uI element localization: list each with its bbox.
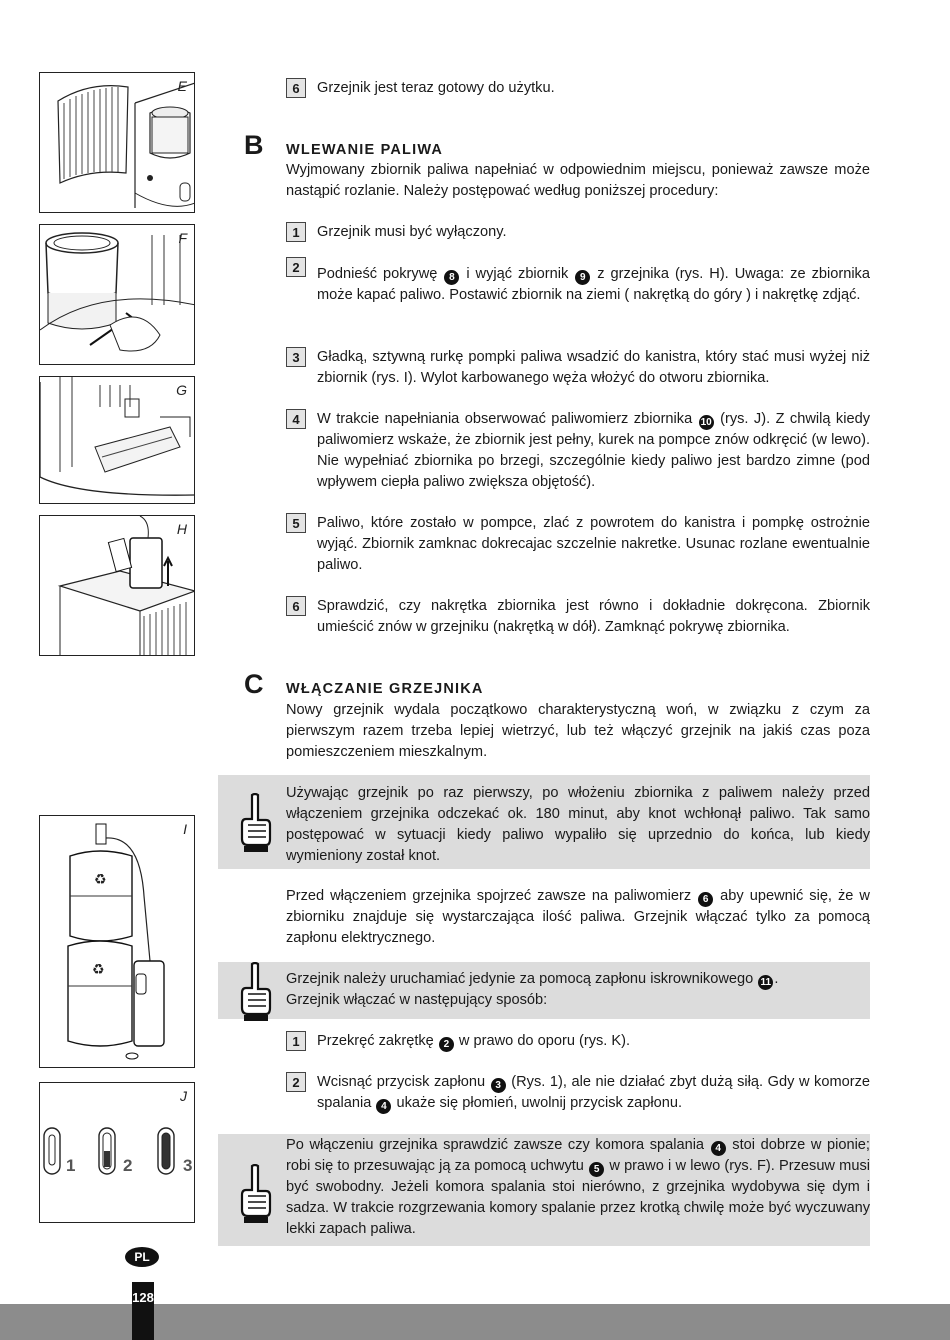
gauge-label-3: 3 bbox=[183, 1156, 193, 1175]
figure-h bbox=[39, 515, 195, 656]
step-text: Paliwo, które zostało w pompce, zlać z powrotem do kanistra i pompkę ostrożnie wyjąć. Zbiornik zamknac dokrecajac szczelnie nakretke. Usunac rozlane ewentualnie paliwo. bbox=[317, 515, 870, 573]
note-text: Używając grzejnik po raz pierwszy, po włożeniu zbiornika z paliwem należy przed włączeniem grzejnika odczekać ok. 180 minut, aby knot wchłonął paliwo. Tak samo postępować w sytuacji kiedy paliwo wypaliło się uprzednio do końca, lub kiedy wymieniony został knot. bbox=[286, 785, 870, 864]
step-text: Wcisnąć przycisk zapłonu 3 (Rys. 1), ale nie działać zbyt dużą siłą. Gdy w komorze spalania 4 ukaże się płomień, uwolnij przycisk zapłonu. bbox=[317, 1074, 871, 1112]
figure-g bbox=[39, 376, 195, 504]
step-b-1 bbox=[286, 222, 870, 243]
step-number: 2 bbox=[286, 1072, 306, 1092]
step-text: Sprawdzić, czy nakrętka zbiornika jest równo i dokładnie dokręcona. Zbiornik umieścić znów w grzejniku (nakrętką w dół). Zamknąć pokrywę zbiornika. bbox=[317, 598, 870, 635]
figure-label: J bbox=[180, 1088, 187, 1104]
step-b-3 bbox=[286, 347, 870, 389]
callout-4: 4 bbox=[711, 1141, 726, 1156]
step-b-5 bbox=[286, 513, 870, 576]
step-c-1 bbox=[286, 1031, 870, 1052]
step-text: Grzejnik musi być wyłączony. bbox=[317, 224, 507, 240]
figure-label: F bbox=[178, 230, 187, 246]
step-b-2 bbox=[286, 257, 870, 306]
callout-9: 9 bbox=[575, 270, 590, 285]
step-text: W trakcie napełniania obserwować paliwomierz zbiornika 10 (rys. J). Z chwilą kiedy paliwomierz wskaże, że zbiornik jest pełny, kurek na pompce znów odkręcić (w lewo). Nie wypełniać zbiornika po brzegi, szczególnie kiedy paliwo jest bardzo zimne (pod wpływem ciepła paliwo zwiększa objętość). bbox=[317, 411, 871, 490]
figure-f bbox=[39, 224, 195, 365]
warning-note-3 bbox=[218, 1134, 870, 1246]
pointing-hand-icon bbox=[236, 793, 274, 853]
callout-2: 2 bbox=[439, 1037, 454, 1052]
warning-note-2 bbox=[218, 962, 870, 1019]
note-text: Po włączeniu grzejnika sprawdzić zawsze czy komora spalania 4 stoi dobrze w pionie; robi się to przesuwając ją za pomocą uchwytu 5 w prawo i w lewo (rys. F). Przesuw musi być swobodny. Jeżeli komora spalania stoi nierówno, z grzejnika wydobywa się dym i sadza. W trakcie rozgrzewania komory spalanie przez krotką chwilę może być wyczuwany lekki zapach paliwa. bbox=[286, 1137, 870, 1237]
fuel-gauge-cover-illustration bbox=[40, 377, 195, 504]
callout-5: 5 bbox=[589, 1162, 604, 1177]
step-b-6 bbox=[286, 596, 870, 638]
section-title-b: WLEWANIE PALIWA bbox=[286, 142, 444, 158]
step-text: Podnieść pokrywę 8 i wyjąć zbiornik 9 z grzejnika (rys. H). Uwaga: ze zbiornika może kapać paliwo. Postawić zbiornik na ziemi ( nakrętką do góry ) i nakrętkę zdjąć. bbox=[317, 266, 870, 303]
language-badge: PL bbox=[125, 1247, 159, 1267]
step-text: Grzejnik jest teraz gotowy do użytku. bbox=[317, 80, 555, 96]
figure-label: G bbox=[176, 382, 187, 398]
figure-j bbox=[39, 1082, 195, 1223]
step-c-2 bbox=[286, 1072, 870, 1114]
figure-i bbox=[39, 815, 195, 1068]
figure-label: I bbox=[183, 821, 187, 837]
step-number: 3 bbox=[286, 347, 306, 367]
fuel-pump-illustration bbox=[40, 816, 195, 1068]
fuel-gauge-paragraph: Przed włączeniem grzejnika spojrzeć zawsze na paliwomierz 6 aby upewnić się, że w zbiorniku znajduje się wystarczająca ilość paliwa. Grzejnik włączać tylko za pomocą zapłonu elektrycznego. bbox=[286, 888, 870, 946]
callout-10: 10 bbox=[700, 417, 712, 428]
pointing-hand-icon bbox=[236, 962, 274, 1022]
step-number: 1 bbox=[286, 222, 306, 242]
tank-removal-illustration bbox=[40, 516, 195, 656]
step-number: 2 bbox=[286, 257, 306, 277]
step-b-4 bbox=[286, 409, 870, 493]
section-letter-c: C bbox=[244, 669, 264, 699]
page-number: 128 bbox=[132, 1282, 154, 1340]
callout-8: 8 bbox=[444, 270, 459, 285]
section-letter-b: B bbox=[244, 130, 264, 160]
step-number: 5 bbox=[286, 513, 306, 533]
step-number: 1 bbox=[286, 1031, 306, 1051]
gauge-label-1: 1 bbox=[66, 1156, 76, 1175]
step-text: Przekręć zakrętkę 2 w prawo do oporu (rys. K). bbox=[317, 1033, 631, 1050]
callout-3: 3 bbox=[491, 1078, 506, 1093]
pointing-hand-icon bbox=[236, 1164, 274, 1224]
fuel-gauge-levels-illustration bbox=[40, 1083, 195, 1223]
svg-text:♻: ♻ bbox=[92, 962, 105, 978]
callout-6: 6 bbox=[698, 892, 713, 907]
callout-11: 11 bbox=[758, 975, 773, 990]
callout-4: 4 bbox=[376, 1099, 391, 1114]
warning-note-1 bbox=[218, 775, 870, 869]
figure-label: E bbox=[177, 78, 187, 94]
step-text: Gładką, sztywną rurkę pompki paliwa wsadzić do kanistra, który stać musi wyżej niż zbiornik (rys. I). Wylot karbowanego węża włożyć do otworu zbiornika. bbox=[317, 349, 870, 386]
step-number: 6 bbox=[286, 596, 306, 616]
step-number: 4 bbox=[286, 409, 306, 429]
heater-door-illustration bbox=[40, 73, 195, 213]
section-title-c: WŁĄCZANIE GRZEJNIKA bbox=[286, 681, 484, 697]
figure-e bbox=[39, 72, 195, 213]
combustion-chamber-illustration bbox=[40, 225, 195, 365]
note-text: Grzejnik należy uruchamiać jedynie za pomocą zapłonu iskrownikowego 11 . Grzejnik włączać w następujący sposób: bbox=[286, 971, 779, 1008]
section-intro-c: Nowy grzejnik wydala początkowo charakterystyczną woń, w związku z czym za pierwszym razem trzeba lepiej wietrzyć, lub też włączyć grzejnik na jakiś czas poza pomieszczeniem mieszkalnym. bbox=[286, 702, 870, 760]
step-number: 6 bbox=[286, 78, 306, 98]
section-intro-b: Wyjmowany zbiornik paliwa napełniać w odpowiednim miejscu, ponieważ zawsze może nastąpić rozlanie. Należy postępować według poniższej procedury: bbox=[286, 162, 870, 199]
step-ready bbox=[286, 78, 870, 99]
svg-text:♻: ♻ bbox=[94, 872, 107, 888]
gauge-label-2: 2 bbox=[123, 1156, 133, 1175]
figure-label: H bbox=[176, 521, 187, 537]
